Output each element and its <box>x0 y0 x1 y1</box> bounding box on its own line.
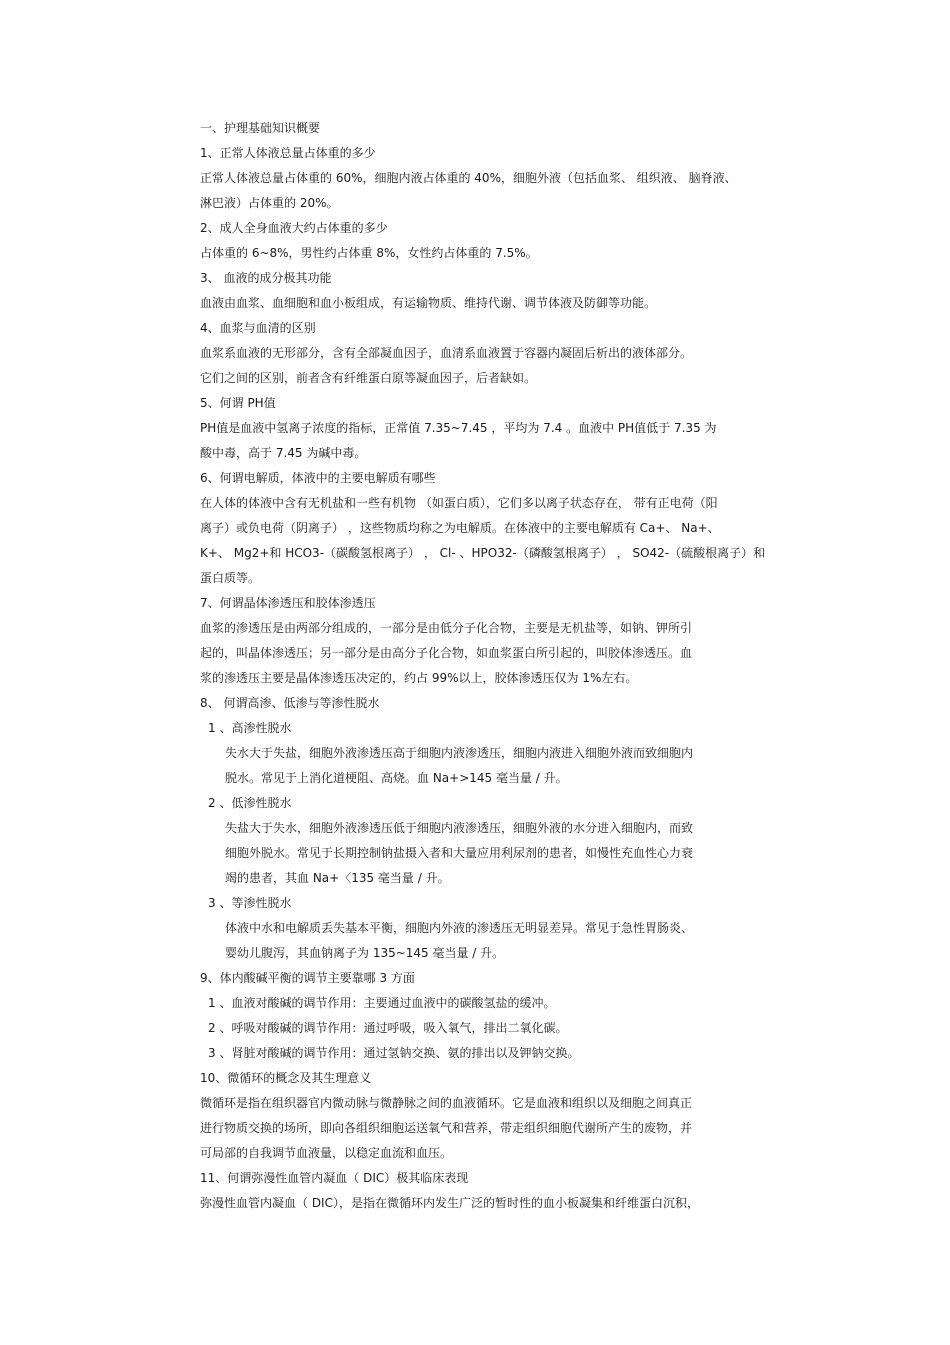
document-body <box>200 116 800 1216</box>
paragraph-line: K+、 Mg2+和 HCO3-（碳酸氢根离子） ， Cl- 、HPO32-（磷酸氢根离子） ， SO42-（硫酸根离子）和 <box>200 546 766 560</box>
question-heading: 2、成人全身血液大约占体重的多少 <box>200 221 388 235</box>
paragraph-line: 失盐大于失水，细胞外液渗透压低于细胞内液渗透压，细胞外液的水分进入细胞内，而致 <box>225 821 694 835</box>
section-heading: 一、护理基础知识概要 <box>200 121 321 135</box>
list-item: 2 、呼吸对酸碱的调节作用：通过呼吸，吸入氧气，排出二氧化碳。 <box>208 1021 568 1035</box>
paragraph-line: 细胞外脱水。常见于长期控制钠盐摄入者和大量应用利尿剂的患者，如慢性充血性心力衰 <box>225 846 694 860</box>
paragraph-line: PH值是血液中氢离子浓度的指标，正常值 7.35~7.45 ，平均为 7.4 。血液中 PH值低于 7.35 为 <box>200 421 717 435</box>
question-heading: 11、何谓弥漫性血管内凝血（ DIC）极其临床表现 <box>200 1171 469 1185</box>
paragraph-line: 可局部的自我调节血液量，以稳定血流和血压。 <box>200 1146 453 1160</box>
paragraph-line: 淋巴液）占体重的 20%。 <box>200 196 339 210</box>
paragraph-line: 失水大于失盐，细胞外液渗透压高于细胞内液渗透压，细胞内液进入细胞外液而致细胞内 <box>225 746 694 760</box>
paragraph-line: 它们之间的区别，前者含有纤维蛋白原等凝血因子，后者缺如。 <box>200 371 537 385</box>
paragraph-line: 血浆系血液的无形部分，含有全部凝血因子，血清系血液置于容器内凝固后析出的液体部分。 <box>200 346 693 360</box>
paragraph-line: 血液由血浆、血细胞和血小板组成，有运输物质、维持代谢、调节体液及防御等功能。 <box>200 296 657 310</box>
subsection-heading: 2 、低渗性脱水 <box>208 796 292 810</box>
paragraph-line: 微循环是指在组织器官内微动脉与微静脉之间的血液循环。它是血液和组织以及细胞之间真正 <box>200 1096 693 1110</box>
paragraph-line: 在人体的体液中含有无机盐和一些有机物 （如蛋白质），它们多以离子状态存在， 带有正电荷（阳 <box>200 496 718 510</box>
list-item: 1 、血液对酸碱的调节作用：主要通过血液中的碳酸氢盐的缓冲。 <box>208 996 556 1010</box>
subsection-heading: 1 、高渗性脱水 <box>208 721 292 735</box>
paragraph-line: 进行物质交换的场所，即向各组织细胞运送氧气和营养，带走组织细胞代谢所产生的废物，并 <box>200 1121 693 1135</box>
paragraph-line: 离子）或负电荷（阴离子） ，这些物质均称之为电解质。在体液中的主要电解质有 Ca+、 Na+、 <box>200 521 720 535</box>
paragraph-line: 体液中水和电解质丢失基本平衡，细胞内外液的渗透压无明显差异。常见于急性胃肠炎、 <box>225 921 694 935</box>
paragraph-line: 起的，叫晶体渗透压；另一部分是由高分子化合物，如血浆蛋白所引起的，叫胶体渗透压。血 <box>200 646 693 660</box>
paragraph-line: 脱水。常见于上消化道梗阻、高烧。血 Na+>145 毫当量 / 升。 <box>225 771 568 785</box>
paragraph-line: 血浆的渗透压是由两部分组成的，一部分是由低分子化合物，主要是无机盐等，如钠、钾所引 <box>200 621 693 635</box>
list-item: 3 、肾脏对酸碱的调节作用：通过氢钠交换、氨的排出以及钾钠交换。 <box>208 1046 580 1060</box>
question-heading: 9、体内酸碱平衡的调节主要靠哪 3 方面 <box>200 971 415 985</box>
paragraph-line: 占体重的 6~8%，男性约占体重 8%，女性约占体重的 7.5%。 <box>200 246 538 260</box>
paragraph-line: 酸中毒，高于 7.45 为碱中毒。 <box>200 446 367 460</box>
subsection-heading: 3 、等渗性脱水 <box>208 896 292 910</box>
paragraph-line: 婴幼儿腹泻，其血钠离子为 135~145 毫当量 / 升。 <box>225 946 505 960</box>
paragraph-line: 浆的渗透压主要是晶体渗透压决定的，约占 99%以上，胶体渗透压仅为 1%左右。 <box>200 671 638 685</box>
question-heading: 5、何谓 PH值 <box>200 396 276 410</box>
paragraph-line: 竭的患者，其血 Na+〈135 毫当量 / 升。 <box>225 871 450 885</box>
paragraph-line: 弥漫性血管内凝血（ DIC），是指在微循环内发生广泛的暂时性的血小板凝集和纤维蛋白沉积， <box>200 1196 699 1210</box>
question-heading: 7、何谓晶体渗透压和胶体渗透压 <box>200 596 376 610</box>
question-heading: 8、 何谓高渗、低渗与等渗性脱水 <box>200 696 380 710</box>
question-heading: 6、何谓电解质，体液中的主要电解质有哪些 <box>200 471 436 485</box>
question-heading: 4、血浆与血清的区别 <box>200 321 316 335</box>
question-heading: 1、正常人体液总量占体重的多少 <box>200 146 376 160</box>
paragraph-line: 蛋白质等。 <box>200 571 261 585</box>
paragraph-line: 正常人体液总量占体重的 60%，细胞内液占体重的 40%，细胞外液（包括血浆、 组织液、 脑脊液、 <box>200 171 737 185</box>
question-heading: 3、 血液的成分极其功能 <box>200 271 332 285</box>
question-heading: 10、微循环的概念及其生理意义 <box>200 1071 372 1085</box>
